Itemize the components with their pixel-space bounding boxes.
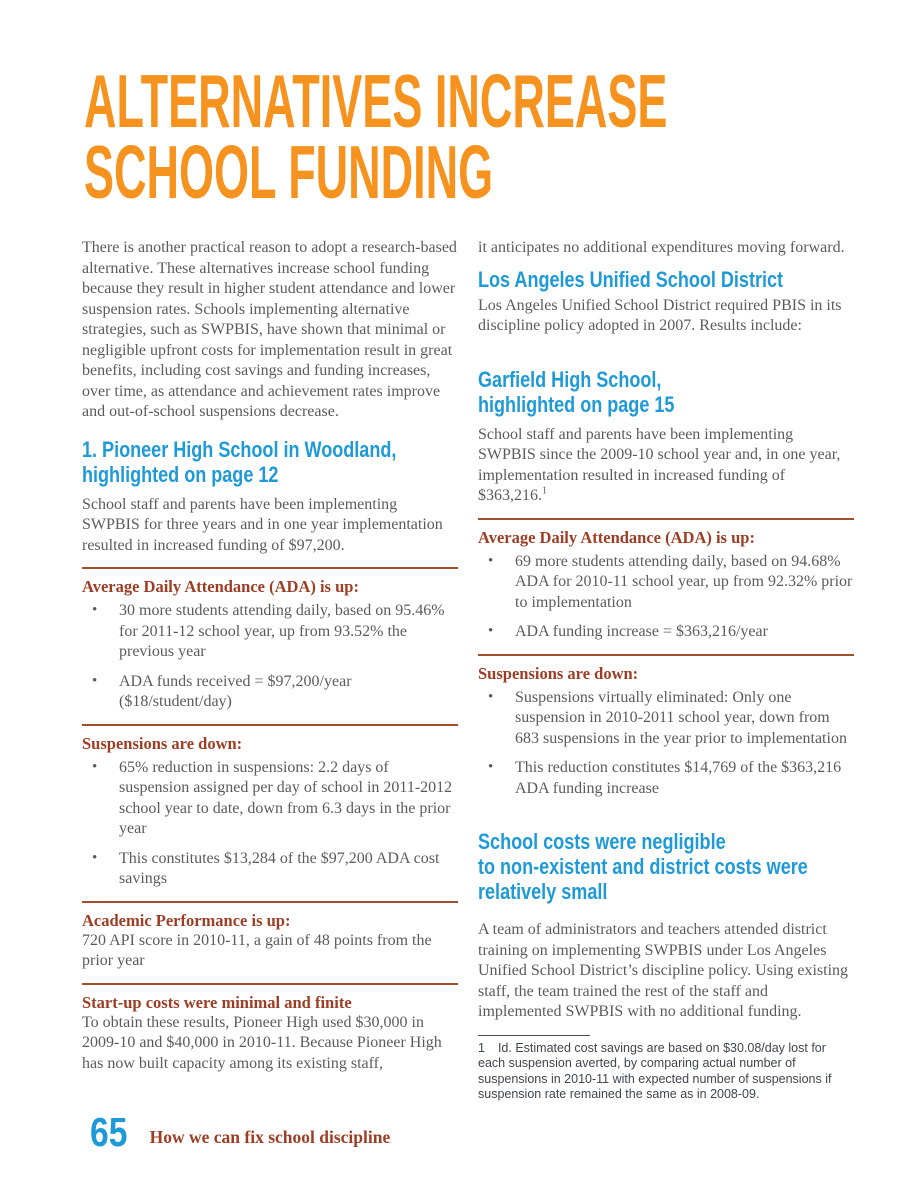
section-suspensions-right (478, 654, 854, 800)
lausd-heading (478, 267, 854, 292)
pioneer-heading (82, 437, 458, 487)
footnote-text (478, 1041, 854, 1103)
lausd-paragraph: Los Angeles Unified School District required PBIS in its discipline policy adopted in 2007. Results include: (478, 296, 842, 334)
section-heading-ada-left: Average Daily Attendance (ADA) is up: (82, 577, 359, 596)
page-title (84, 59, 918, 214)
garfield-heading-line1: Garfield High School, (478, 366, 662, 392)
page-number: 65 (90, 1109, 128, 1155)
footnote-body: Id. Estimated cost savings are based on $30.08/day lost for each suspension averted, by comparing actual number of suspensions in 2010-11 with expected number of suspensions if suspension rate remained the same as in 2008-09. (478, 1040, 832, 1101)
page-title-line2: SCHOOL FUNDING (84, 130, 494, 214)
section-ada-right (478, 518, 854, 643)
section-ada-left (82, 567, 458, 713)
page-footer (90, 1109, 391, 1155)
pioneer-heading-line1: 1. Pioneer High School in Woodland, (82, 436, 397, 462)
school-costs-paragraph: A team of administrators and teachers attended district training on implementing SWPBIS under Los Angeles Unified School District’s discipline policy. Using existing staff, the team trained the rest of the staff and implemented SWPBIS with no additional funding. (478, 921, 849, 1020)
startup-costs-paragraph: To obtain these results, Pioneer High used $30,000 in 2009-10 and $40,000 in 2010-11. Because Pioneer High has now built capacity among its existing staff, (82, 1013, 442, 1072)
ada-left-list (82, 601, 458, 713)
garfield-heading (478, 367, 854, 417)
section-suspensions-left (82, 724, 458, 890)
lausd-heading-line: Los Angeles Unified School District (478, 266, 784, 292)
footnote (478, 1035, 854, 1103)
pioneer-heading-line2: highlighted on page 12 (82, 461, 279, 487)
garfield-paragraph-text: School staff and parents have been implementing SWPBIS since the 2009-10 school year and, in one year, implementation resulted in increased funding of $363,216. (478, 425, 841, 504)
pioneer-paragraph: School staff and parents have been implementing SWPBIS for three years and in one year implementation resulted in increased funding of $97,200. (82, 495, 443, 554)
page-title-line1: ALTERNATIVES INCREASE (84, 59, 668, 143)
school-costs-heading-line3: relatively small (478, 879, 608, 904)
footer-title: How we can fix school discipline (149, 1127, 391, 1147)
garfield-paragraph (478, 425, 854, 507)
list-item: • 69 more students attending daily, based on 94.68% ADA for 2010-11 school year, up from 92.32% prior to implementation (478, 552, 854, 614)
footnote-reference: 1 (542, 485, 547, 497)
list-item: • ADA funding increase = $363,216/year (478, 622, 854, 643)
school-costs-heading (478, 829, 854, 904)
list-item: • ADA funds received = $97,200/year ($18/student/day) (82, 672, 458, 713)
section-academic (82, 901, 458, 972)
section-startup-costs (82, 983, 458, 1075)
garfield-heading-line2: highlighted on page 15 (478, 391, 675, 417)
academic-paragraph: 720 API score in 2010-11, a gain of 48 points from the prior year (82, 931, 432, 969)
school-costs-heading-line2: to non-existent and district costs were (478, 854, 808, 879)
list-item: • 30 more students attending daily, based on 95.46% for 2011-12 school year, up from 93.52% the previous year (82, 601, 458, 663)
suspensions-right-list (478, 688, 854, 800)
footnote-divider (478, 1035, 590, 1036)
continuation-paragraph: it anticipates no additional expenditures moving forward. (478, 239, 845, 256)
section-heading-ada-right: Average Daily Attendance (ADA) is up: (478, 527, 755, 547)
section-heading-academic: Academic Performance is up: (82, 910, 291, 930)
section-heading-startup-costs: Start-up costs were minimal and finite (82, 992, 352, 1012)
right-column (478, 238, 854, 1103)
left-column (82, 238, 458, 1074)
section-heading-suspensions-left: Suspensions are down: (82, 733, 243, 753)
list-item: • 65% reduction in suspensions: 2.2 days of suspension assigned per day of school in 2011-2012 school year to date, down from 6.3 days in the prior year (82, 758, 458, 840)
list-item: • This reduction constitutes $14,769 of the $363,216 ADA funding increase (478, 758, 854, 799)
ada-right-list (478, 552, 854, 643)
school-costs-heading-line1: School costs were negligible (478, 829, 726, 854)
footnote-number: 1 (478, 1040, 485, 1055)
list-item: • This constitutes $13,284 of the $97,200 ADA cost savings (82, 849, 458, 890)
suspensions-left-list (82, 758, 458, 890)
intro-paragraph: There is another practical reason to adopt a research-based alternative. These alternatives increase school funding because they result in higher student attendance and lower suspension rates. Schools implementing alternative strategies, such as SWPBIS, have shown that minimal or negligible upfront costs for implementation result in great benefits, including cost savings and funding increases, over time, as attendance and achievement rates improve and out-of-school suspensions decrease. (82, 239, 457, 420)
list-item: • Suspensions virtually eliminated: Only one suspension in 2010-2011 school year, down from 683 suspensions in the year prior to implementation (478, 688, 854, 750)
section-heading-suspensions-right: Suspensions are down: (478, 663, 639, 683)
